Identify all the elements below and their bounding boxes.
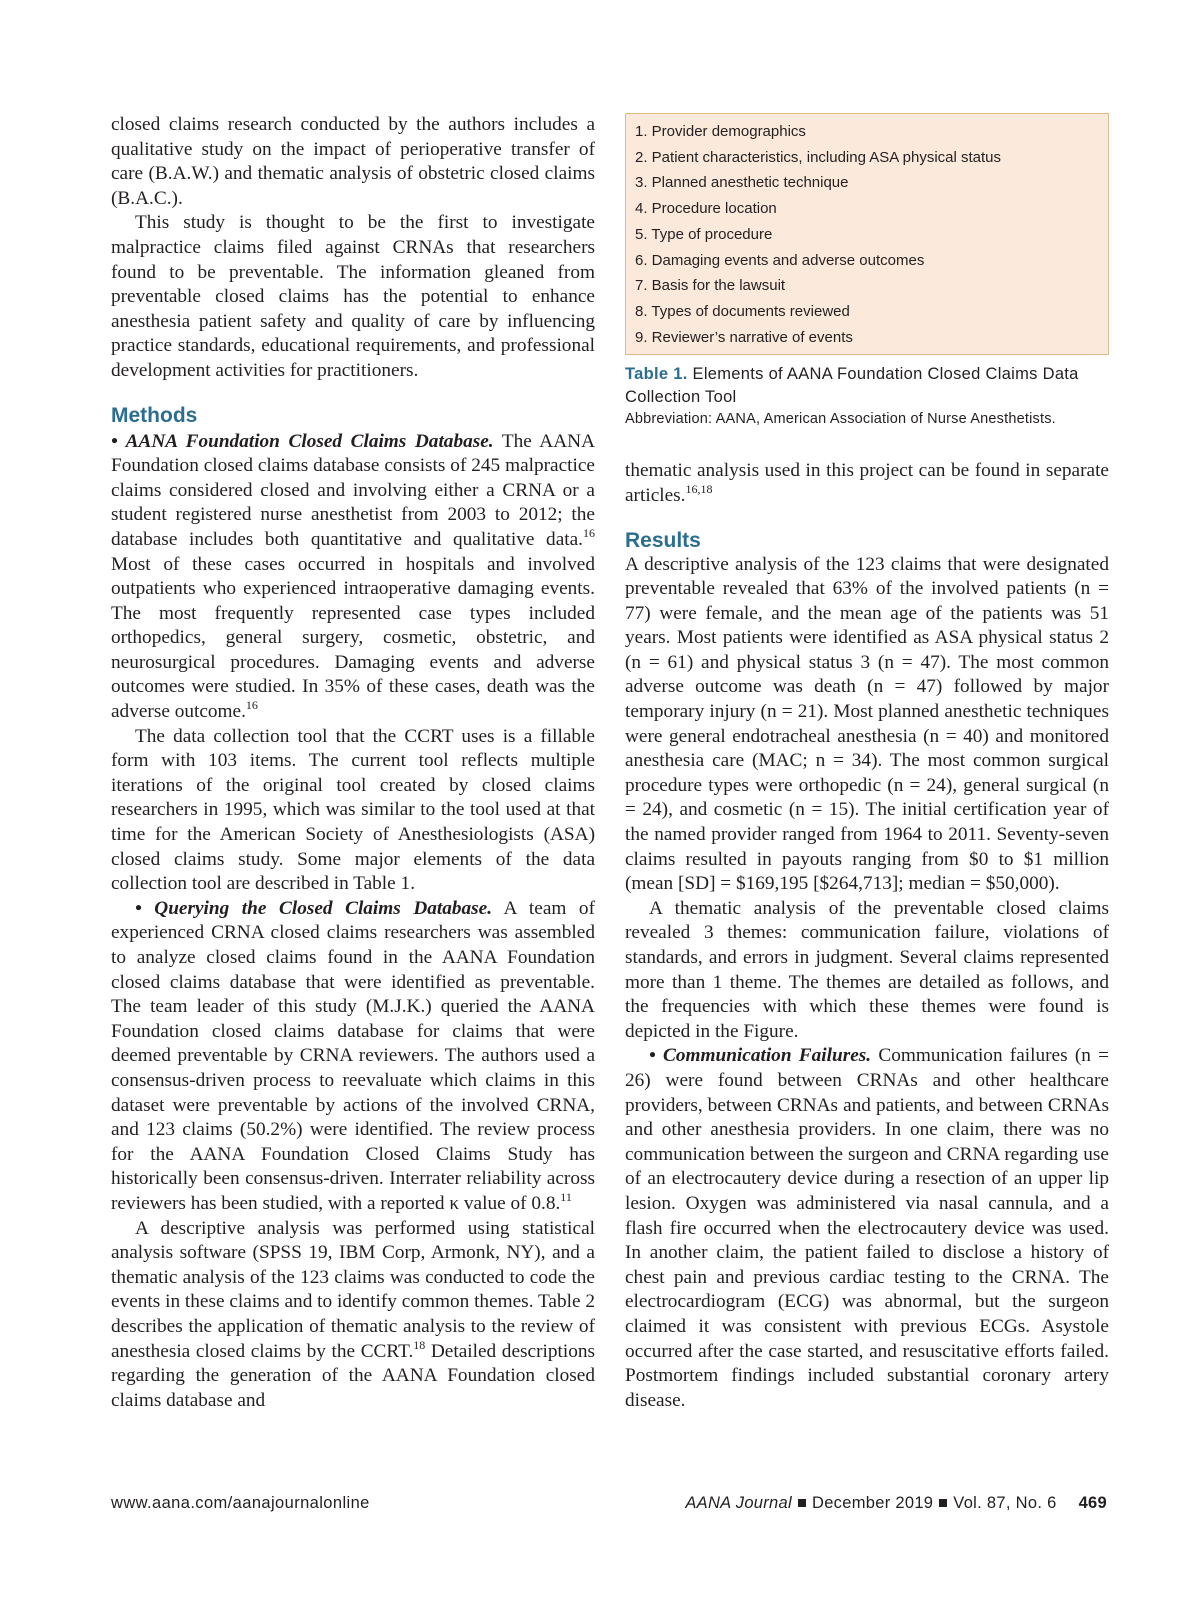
table-caption-label: Table 1. (625, 365, 688, 384)
table-row: 7. Basis for the lawsuit (635, 277, 786, 295)
reference-superscript: 16,18 (685, 481, 713, 496)
reference-superscript: 11 (560, 1189, 572, 1204)
querying-subheading: • Querying the Closed Claims Database. (135, 897, 493, 919)
volume-issue: Vol. 87, No. 6 (953, 1494, 1057, 1512)
square-separator-icon (798, 1499, 806, 1507)
database-subheading: • AANA Foundation Closed Claims Database. (111, 430, 494, 452)
communication-subheading: • Communication Failures. (649, 1045, 872, 1067)
table-row: 8. Types of documents reviewed (635, 302, 850, 320)
results-descriptive-paragraph: A descriptive analysis of the 123 claims that were designated preventable revealed that 63% of the involved patients (n = 77) were female, and the mean age of the patients was 51 years. Most patients were identified as ASA physical status 2 (n = 61) and physical status 3 (n = 47). The most common adverse outcome was death (n = 47) followed by major temporary injury (n = 21). Most planned anesthetic techniques were general endotracheal anesthesia (n = 40) and monitored anesthesia care (MAC; n = 34). The most common surgical procedure types were orthopedic (n = 24), general surgical (n = 24), and cosmetic (n = 15). The initial certification year of the named provider ranged from 1964 to 2011. Seventy-seven claims resulted in payouts ranging from $0 to $1 million (mean [SD] = $169,195 [$264,713]; median = $50,000). (625, 553, 1109, 895)
journal-url: www.aana.com/aanajournalonline (111, 1494, 370, 1512)
issue-date: December 2019 (811, 1494, 934, 1512)
table-row: 6. Damaging events and adverse outcomes (635, 251, 925, 269)
square-separator-icon (939, 1499, 947, 1507)
results-thematic-paragraph: A thematic analysis of the preventable closed claims revealed 3 themes: communication failure, violations of standards, and errors in judgment. Several claims represented more than 1 theme. The themes are detailed as follows, and the frequencies with which these themes were found is depicted in the Figure. (625, 897, 1109, 1042)
intro-paragraph-study-purpose: This study is thought to be the first to investigate malpractice claims filed against CRNAs that researchers found to be preventable. The information gleaned from preventable closed claims has the potential to enhance anesthesia patient safety and quality of care by influencing practice standards, educational requirements, and professional development activities for practitioners. (111, 212, 595, 381)
methods-paragraph-continued: thematic analysis used in this project can be found in separate articles.$^{16,18}$ (625, 460, 1109, 506)
methods-tool-paragraph: The data collection tool that the CCRT uses is a fillable form with 103 items. The current tool reflects multiple iterations of the original tool created by closed claims researchers in 1995, which was similar to the tool used at that time for the American Society of Anesthesiologists (ASA) closed claims study. Some major elements of the data collection tool are described in Table 1. (111, 725, 595, 895)
reference-superscript: 16 (583, 525, 595, 540)
table-abbreviation-note: Abbreviation: AANA, American Association of Nurse Anesthetists. (625, 411, 1056, 428)
methods-querying-paragraph: • Querying the Closed Claims Database. A team of experienced CRNA closed claims researchers was assembled to analyze closed claims found in the AANA Foundation closed claims database that were identified as preventable. The team leader of this study (M.J.K.) queried the AANA Foundation closed claims database for claims that were deemed preventable by CRNA reviewers. The authors used a consensus-driven process to reevaluate which claims in this dataset were preventable by actions of the involved CRNA, and 123 claims (50.2%) were identified. The review process for the AANA Foundation Closed Claims Study has historically been consensus-driven. Interrater reliability across reviewers has been studied, with a reported κ value of 0.8.11 (111, 897, 595, 1214)
results-communication-paragraph: • Communication Failures. Communication failures (n = 26) were found between CRNAs and other healthcare providers, between CRNAs and patients, and between CRNAs and other anesthesia providers. In one claim, there was no communication between the surgeon and CRNA regarding use of an electrocautery device during a resection of an upper lip lesion. Oxygen was administered via nasal cannula, and a flash fire occurred when the electrocautery device was used. In another claim, the patient failed to disclose a history of chest pain and previous cardiac testing to the CRNA. The electrocardiogram (ECG) was abnormal, but the surgeon claimed it was consistent with previous ECGs. Asystole occurred after the case started, and resuscitative efforts failed. Postmortem findings included substantial coronary artery disease. (625, 1045, 1110, 1411)
journal-citation (685, 1494, 1107, 1513)
reference-superscript: 16 (245, 698, 258, 713)
intro-paragraph-continued: closed claims research conducted by the authors includes a qualitative study on the impact of perioperative transfer of care (B.A.W.) and thematic analysis of obstetric closed claims (B.A.C.). (111, 114, 595, 209)
methods-database-paragraph: • AANA Foundation Closed Claims Database. The AANA Foundation closed claims database consists of 245 malpractice claims considered closed and involving either a CRNA or a student registered nurse anesthetist from 2003 to 2012; the database includes both quantitative and qualitative data.$^{16}$ Most of these cases occurred in hospitals and involved outpatients who experienced intraoperative damaging events. The most frequently represented case types included orthopedics, general surgery, cosmetic, obstetric, and neurosurgical procedures. Damaging events and adverse outcomes were studied. In 35% of these cases, death was the adverse outcome.$^{16}$ (111, 430, 595, 723)
right-column (625, 113, 1109, 1413)
table-row: 3. Planned anesthetic technique (635, 174, 849, 192)
table-caption: Table 1. Elements of AANA Foundation Closed Claims Data Collection Tool (625, 365, 1079, 407)
table-row: 5. Type of procedure (635, 225, 773, 243)
table-row: 1. Provider demographics (635, 123, 806, 140)
table-1 (625, 113, 1109, 355)
table-row: 9. Reviewer’s narrative of events (635, 328, 853, 346)
left-column (111, 113, 595, 1413)
results-heading: Results (625, 528, 701, 552)
page-number: 469 (1078, 1494, 1107, 1512)
table-row: 4. Procedure location (635, 200, 777, 218)
journal-name: AANA Journal (685, 1494, 792, 1512)
methods-heading: Methods (111, 403, 198, 427)
page-footer (111, 1494, 1107, 1520)
methods-analysis-paragraph: A descriptive analysis was performed using statistical analysis software (SPSS 19, IBM Corp, Armonk, NY), and a thematic analysis of the 123 claims was conducted to code the events in these claims and to identify common themes. Table 2 describes the application of thematic analysis to the review of anesthesia closed claims by the CCRT.$^{18}$ Detailed descriptions regarding the generation of the AANA Foundation closed claims database and (111, 1217, 595, 1411)
table-row: 2. Patient characteristics, including ASA physical status (635, 148, 1002, 166)
reference-superscript: 18 (413, 1337, 426, 1352)
